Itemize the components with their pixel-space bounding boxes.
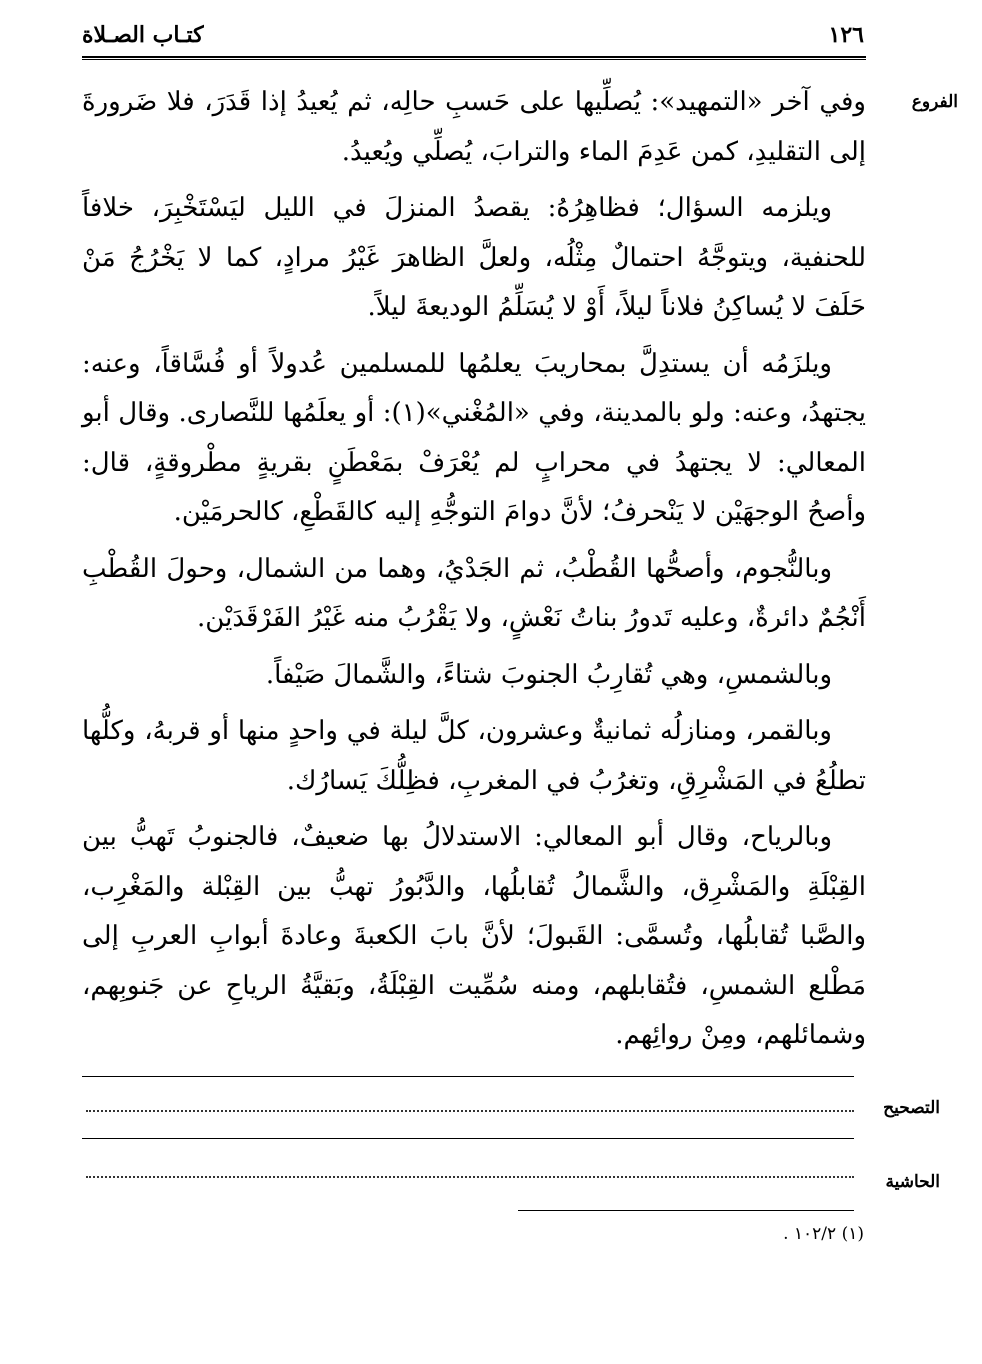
paragraph-text: وفي آخر «التمهيد»: يُصلِّيها على حَسبِ حالِه، ثم يُعيدُ إذا قَدَرَ، فلا ضَرورةَ إلى التقليدِ، كمن عَدِمَ الماء والترابَ، يُصلِّي ويُعيدُ.: [82, 87, 866, 167]
margin-label: الفروع: [911, 92, 958, 112]
paragraph: [82, 651, 866, 701]
paragraph-text: وبالشمسِ، وهي تُقارِبُ الجنوبَ شتاءً، والشَّمالَ صَيْفاً.: [265, 659, 832, 690]
correction-dotted-line: [86, 1110, 854, 1112]
footnote-rule: [518, 1210, 854, 1211]
page-header: [82, 22, 864, 58]
paragraph: [82, 340, 866, 538]
main-text: [82, 78, 866, 1068]
correction-label: التصحيح: [883, 1098, 940, 1118]
paragraph: [82, 813, 866, 1061]
page-number: ١٢٦: [828, 22, 864, 48]
body-end-rule: [82, 1076, 854, 1077]
correction-rule: [82, 1138, 854, 1139]
margin-notes-label: الحاشية: [885, 1172, 940, 1192]
paragraph-text: وبالقمر، ومنازلُه ثمانيةٌ وعشرون، كلَّ ليلة في واحدٍ منها أو قربهُ، وكلُّها تطلُعُ في المَشْرِقِ، وتغرُبُ في المغربِ، فظِلُّكَ يَسارُك.: [82, 716, 866, 796]
running-title: كتـاب الصـلاة: [82, 22, 204, 48]
paragraph: [82, 78, 866, 177]
header-rule: [82, 56, 866, 60]
paragraph-text: ويلزمه السؤال؛ فظاهِرُهُ: يقصدُ المنزلَ في الليل ليَسْتَخْبِرَ، خلافاً للحنفية، ويتوجَّهُ احتمالٌ مِثْلُه، ولعلَّ الظاهرَ غَيْرُ مرادٍ، كما لا يَخْرُجُ مَنْ حَلَفَ لا يُساكِنُ فلاناً ليلاً، أَوْ لا يُسَلِّمُ الوديعةَ ليلاً.: [82, 193, 866, 322]
paragraph: [82, 707, 866, 806]
margin-notes-dotted-line: [86, 1176, 854, 1178]
paragraph-text: ويلزَمُه أن يستدِلَّ بمحاريبَ يعلمُها للمسلمين عُدولاً أو فُسَّاقاً، وعنه: يجتهدُ، وعنه: ولو بالمدينة، وفي «المُغْني»(١): أو يعلَمُها للنَّصارى. وقال أبو المعالي: لا يجتهدُ في محرابٍ لم يُعْرَفْ بمَعْطَنٍ بقريةٍ مطْروقةٍ، قال: وأصحُ الوجهَيْن لا يَنْحرفُ؛ لأنَّ دوامَ التوجُّهِ إليه كالقَطْعِ، كالحرمَيْن.: [82, 348, 866, 527]
paragraph-text: وبالنُّجوم، وأصحُّها القُطْبُ، ثم الجَدْيُ، وهما من الشمال، وحولَ القُطْبِ أَنْجُمٌ دائرةٌ، وعليه تَدورُ بناتُ نَعْشٍ، ولا يَقْرُبُ منه غَيْرُ الفَرْقَدَيْن.: [82, 553, 866, 633]
paragraph: [82, 545, 866, 644]
paragraph: [82, 184, 866, 333]
paragraph-text: وبالرياح، وقال أبو المعالي: الاستدلالُ بها ضعيفٌ، فالجنوبُ تَهبُّ بين القِبْلَةِ والمَشْرِق، والشَّمالُ تُقابلُها، والدَّبُورُ تهبُّ بين القِبْلة والمَغْرِب، والصَّبا تُقابلُها، وتُسمَّى: القَبولَ؛ لأنَّ بابَ الكعبةَ وعادةَ أبوابِ العربِ إلى مَطْلع الشمسِ، فتُقابلهم، ومنه سُمِّيت القِبْلَةُ، وبَقيَّةُ الرياحِ عن جَنوبِهم، وشمائلهم، ومِنْ روائِهم.: [82, 822, 866, 1050]
footnote: (١) ١٠٢/٢ .: [783, 1224, 864, 1244]
